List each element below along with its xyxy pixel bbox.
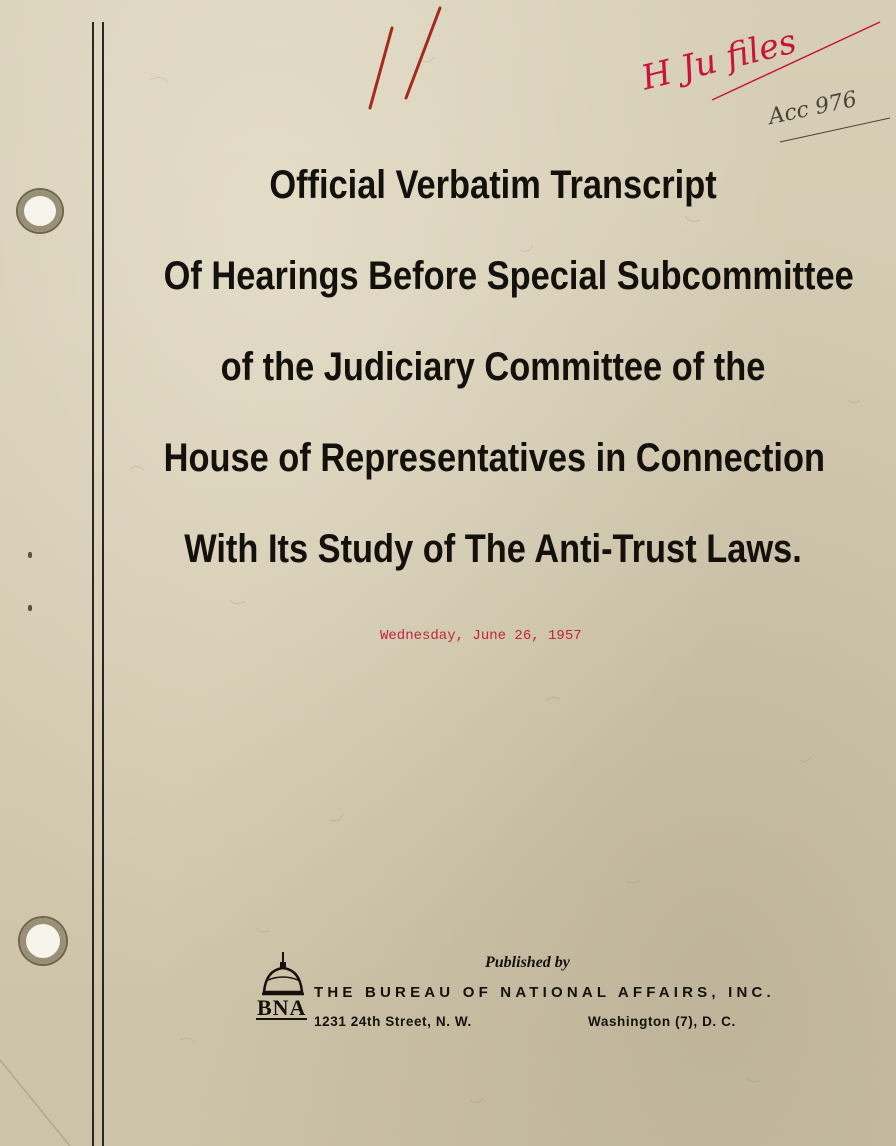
title-line: Official Verbatim Transcript: [269, 163, 717, 207]
document-title: [163, 140, 854, 595]
title-line: Of Hearings Before Special Subcommittee: [163, 254, 854, 298]
handwritten-slashes: [0, 0, 896, 160]
publisher-name: THE BUREAU OF NATIONAL AFFAIRS, INC.: [314, 984, 775, 1001]
publisher-street: 1231 24th Street, N. W.: [314, 1014, 472, 1029]
binding-line: [92, 22, 94, 1146]
edge-mark: [28, 605, 32, 611]
handwritten-red-note: H Ju files: [637, 21, 801, 99]
punch-hole: [18, 190, 62, 232]
publisher-city: Washington (7), D. C.: [588, 1014, 736, 1029]
title-line: of the Judiciary Committee of the: [220, 345, 766, 389]
edge-mark: [28, 552, 32, 558]
bna-logo-text: BNA: [257, 995, 307, 1020]
date-stamp: Wednesday, June 26, 1957: [380, 628, 582, 644]
published-by-label: Published by: [485, 954, 570, 971]
punch-hole: [20, 918, 66, 964]
handwritten-pencil-note: Acc 976: [766, 86, 860, 131]
title-line: House of Representatives in Connection: [163, 436, 825, 480]
title-line: With Its Study of The Anti-Trust Laws.: [184, 527, 802, 571]
binding-line: [102, 22, 104, 1146]
